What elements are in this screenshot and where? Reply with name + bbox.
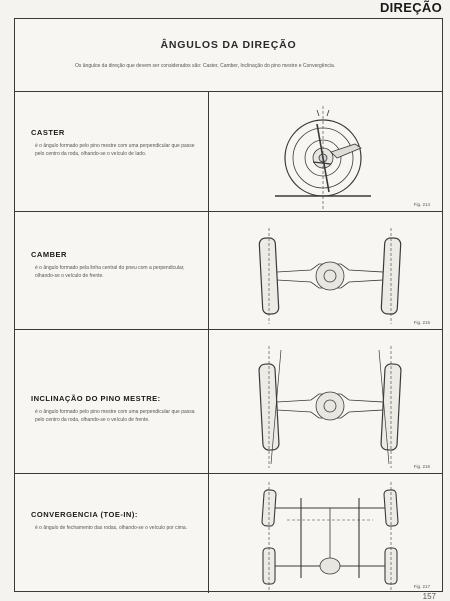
item-description: é o ângulo formado pela linha central do pneu com a perpendicular, olhando-se o veículo de frente. bbox=[35, 265, 185, 279]
camber-axle-front-view-icon bbox=[215, 212, 444, 330]
item-toe-in bbox=[15, 473, 442, 593]
column-divider bbox=[208, 212, 209, 329]
column-divider bbox=[208, 474, 209, 593]
item-caster bbox=[15, 91, 442, 211]
intro-text: Os ângulos da direção que devem ser considerados são: Caster, Camber, Inclinação do pino mestre e Convergência. bbox=[75, 63, 336, 69]
item-description: é o ângulo de fechamento das rodas, olhando-se o veículo por cima. bbox=[35, 525, 188, 531]
page-title: ÂNGULOS DA DIREÇÃO bbox=[160, 39, 297, 51]
item-heading: CONVERGENCIA (TOE-IN): bbox=[31, 510, 138, 519]
item-description: é o ângulo formado pelo pino mestre com uma perpendicular que passe pelo centro da roda, olhando-se o veículo de lado. bbox=[35, 143, 195, 157]
item-heading: CASTER bbox=[31, 128, 65, 137]
figure-caption: Fig. 215 bbox=[413, 320, 430, 325]
column-divider bbox=[208, 92, 209, 211]
section-tag: DIREÇÃO bbox=[379, 0, 442, 15]
item-kingpin-inclination bbox=[15, 329, 442, 473]
toe-in-top-view-icon bbox=[215, 474, 444, 594]
item-description: é o ângulo formado pelo pino mestre com uma perpendicular que passa pelo centro da roda, olhando-se o veículo de frente. bbox=[35, 409, 195, 423]
figure-caption: Fig. 217 bbox=[413, 584, 430, 589]
page-frame bbox=[14, 18, 443, 592]
figure-caption: Fig. 216 bbox=[413, 464, 430, 469]
kingpin-inclination-front-view-icon bbox=[215, 330, 444, 474]
page-number: 157 bbox=[422, 592, 436, 601]
item-heading: INCLINAÇÃO DO PINO MESTRE: bbox=[31, 394, 161, 403]
item-camber bbox=[15, 211, 442, 329]
page-header bbox=[15, 19, 442, 91]
figure-caption: Fig. 214 bbox=[413, 202, 430, 207]
item-heading: CAMBER bbox=[31, 250, 67, 259]
column-divider bbox=[208, 330, 209, 473]
caster-wheel-side-view-icon bbox=[215, 92, 444, 212]
